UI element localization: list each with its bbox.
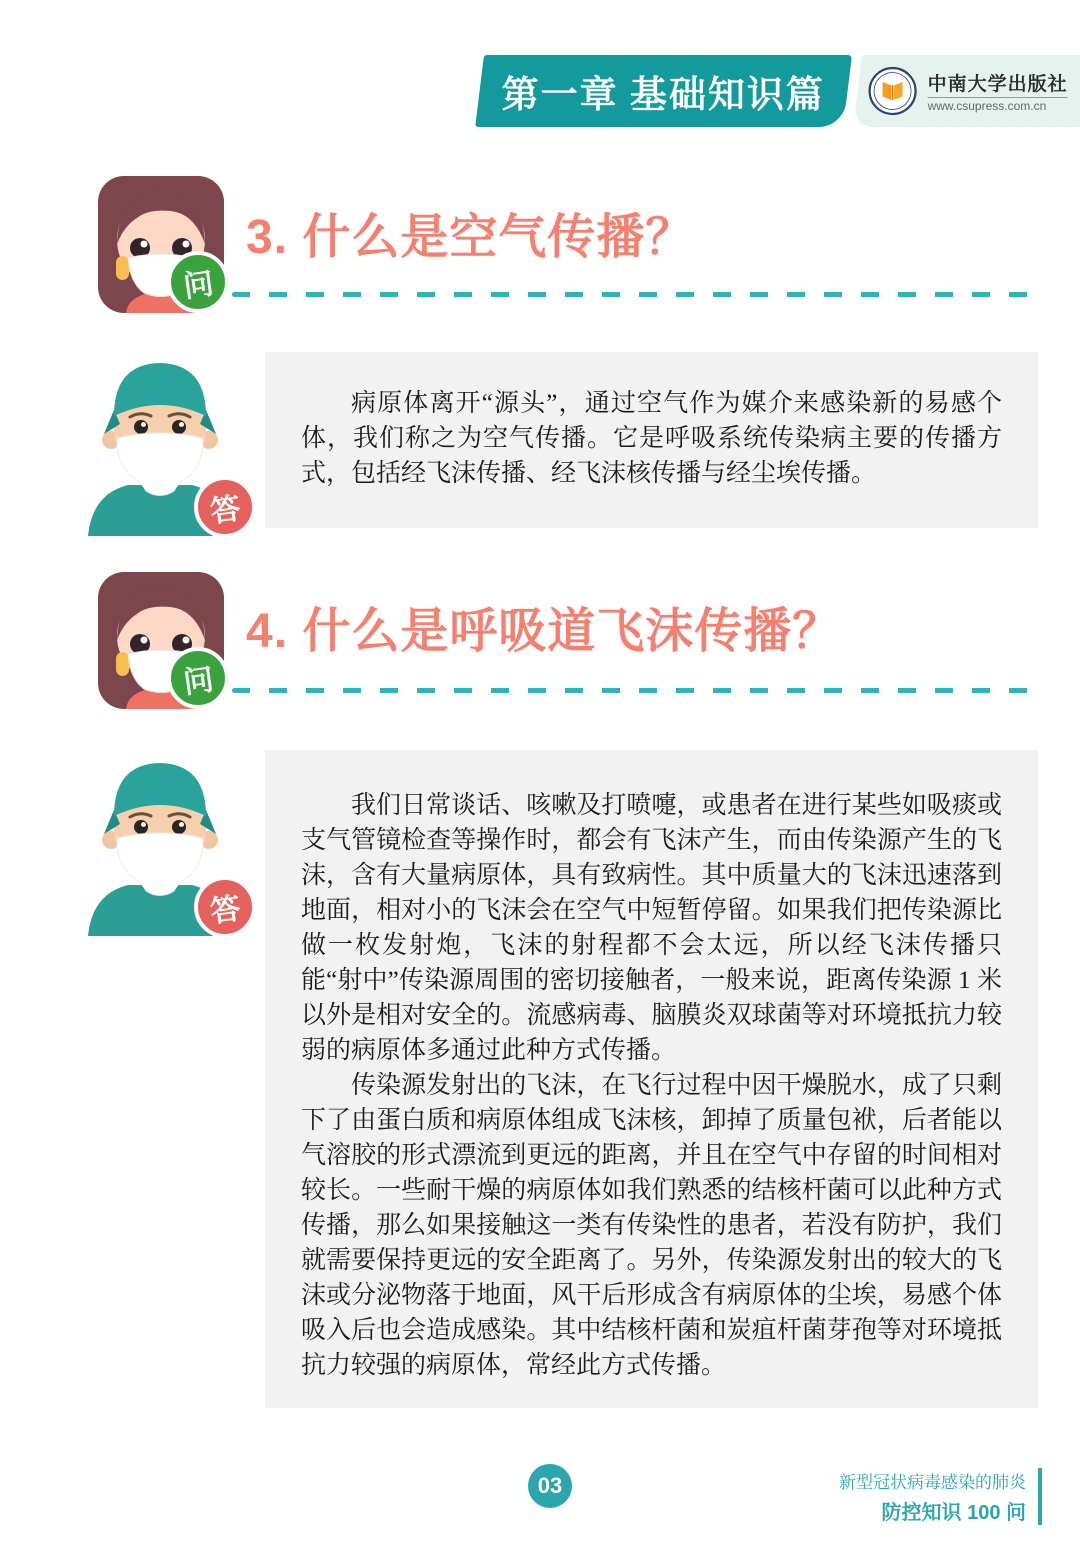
book-title-line1: 新型冠状病毒感染的肺炎 — [839, 1473, 1026, 1492]
question-badge: 问 — [167, 647, 229, 709]
answer-4-box — [265, 750, 1038, 1408]
publisher-logo — [853, 55, 1080, 127]
answer-3-box — [265, 352, 1038, 528]
book-title — [839, 1468, 1042, 1525]
question-3-title: 3. 什么是空气传播？ — [246, 211, 695, 264]
answer-4-paragraph-1: 我们日常谈话、咳嗽及打喷嚏，或患者在进行某些如吸痰或支气管镜检查等操作时，都会有飞沫产生，而由传染源产生的飞沫，含有大量病原体，具有致病性。其中质量大的飞沫迅速落到地面，相对小的飞沫会在空气中短暂停留。如果我们把传染源比做一枚发射炮，飞沫的射程都不会太远，所以经飞沫传播只能“射中”传染源周围的密切接触者，一般来说，距离传染源 1 米以外是相对安全的。流感病毒、脑膜炎双球菌等对环境抵抗力较弱的病原体多通过此种方式传播。 — [301, 792, 1002, 1064]
page-number-badge: 03 — [528, 1464, 572, 1508]
publisher-name: 中南大学出版社 — [927, 74, 1068, 95]
answer-badge: 答 — [194, 876, 256, 938]
question-badge: 问 — [167, 251, 229, 313]
dashed-divider — [232, 292, 1040, 297]
publisher-url: www.csupress.com.cn — [928, 97, 1068, 113]
question-4-title: 4. 什么是呼吸道飞沫传播？ — [246, 605, 842, 658]
answer-3-paragraph: 病原体离开“源头”，通过空气作为媒介来感染新的易感个体，我们称之为空气传播。它是呼吸系统传染病主要的传播方式，包括经飞沫传播、经飞沫核传播与经尘埃传播。 — [301, 390, 1002, 487]
chapter-title: 第一章 基础知识篇 — [501, 75, 826, 116]
dashed-divider — [232, 688, 1040, 693]
answer-4-paragraph-2: 传染源发射出的飞沫，在飞行过程中因干燥脱水，成了只剩下了由蛋白质和病原体组成飞沫核，卸掉了质量包袱，后者能以气溶胶的形式漂流到更远的距离，并且在空气中存留的时间相对较长。一些耐干燥的病原体如我们熟悉的结核杆菌可以此种方式传播，那么如果接触这一类有传染性的患者，若没有防护，我们就需要保持更远的安全距离了。另外，传染源发射出的较大的飞沫或分泌物落于地面，风干后形成含有病原体的尘埃，易感个体吸入后也会造成感染。其中结核杆菌和炭疽杆菌芽孢等对环境抵抗力较强的病原体，常经此方式传播。 — [301, 1072, 1002, 1379]
chapter-banner — [475, 55, 852, 127]
book-title-line2: 防控知识 100 问 — [881, 1502, 1026, 1524]
answer-badge: 答 — [194, 476, 256, 538]
publisher-seal-icon — [868, 66, 918, 116]
